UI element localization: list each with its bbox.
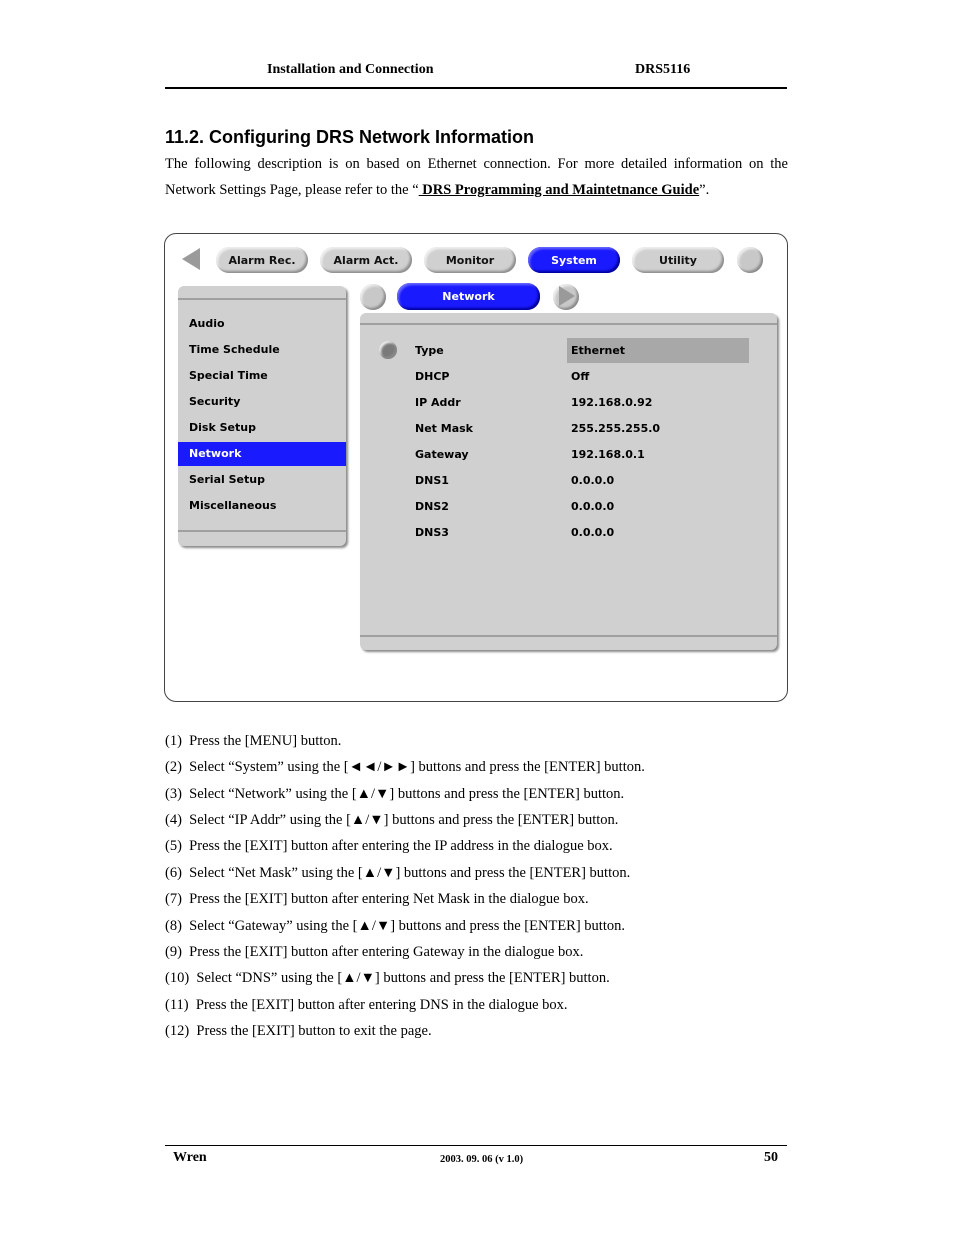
step-text: Press the [EXIT] button after entering DNS in the dialogue box. [195,997,568,1013]
intro-end: ”. [699,182,710,198]
tab-system[interactable]: System [528,247,620,273]
menu-item-time-schedule[interactable]: Time Schedule [189,343,280,356]
step-text: Select “Net Mask” using the [▲/▼] buttons and press the [ENTER] button. [189,865,631,881]
page-number: 50 [764,1150,778,1165]
step-number: (1) [165,733,182,749]
menu-top-rule [178,298,346,300]
menu-item-security[interactable]: Security [189,395,241,408]
menu-panel [178,286,346,546]
step-text: Select “Gateway” using the [▲/▼] buttons and press the [ENTER] button. [189,918,625,934]
footer-date: 2003. 09. 06 (v 1.0) [440,1154,524,1165]
step-text: Press the [EXIT] button after entering the IP address in the dialogue box. [189,838,613,854]
menu-item-network[interactable]: Network [178,442,346,466]
setting-label-netmask: Net Mask [415,422,473,435]
step-number: (8) [165,918,182,934]
step-number: (2) [165,759,182,775]
step-text: Press the [EXIT] button after entering Gateway in the dialogue box. [189,944,584,960]
step-item [165,918,625,935]
footer-rule [165,1145,787,1146]
subtab-network[interactable]: Network [397,283,540,310]
settings-top-rule [360,323,777,325]
menu-bottom-rule [178,530,346,532]
step-number: (4) [165,812,182,828]
setting-label-dns1: DNS1 [415,474,449,487]
setting-value-ip[interactable]: 192.168.0.92 [571,396,653,409]
step-item [165,812,618,829]
setting-value-dns3[interactable]: 0.0.0.0 [571,526,615,539]
step-text: Select “IP Addr” using the [▲/▼] buttons and press the [ENTER] button. [189,812,619,828]
footer-company: Wren [173,1150,207,1165]
step-text: Press the [EXIT] button to exit the page. [196,1023,432,1039]
setting-value-type[interactable]: Ethernet [571,344,626,357]
setting-label-gateway: Gateway [415,448,469,461]
setting-value-dhcp[interactable]: Off [571,370,590,383]
step-text: Select “DNS” using the [▲/▼] buttons and press the [ENTER] button. [196,970,610,986]
guide-link[interactable]: DRS Programming and Maintetnance Guide [418,182,700,198]
step-item [165,1023,432,1040]
prev-arrow-icon[interactable] [182,248,200,270]
intro-line-1: The following description is on based on Ethernet connection. For more detailed information on the [165,156,788,172]
step-number: (3) [165,786,182,802]
header-model: DRS5116 [635,62,691,77]
step-text: Select “Network” using the [▲/▼] buttons and press the [ENTER] button. [189,786,625,802]
tab-alarm-act[interactable]: Alarm Act. [320,247,412,273]
tab-alarm-rec[interactable]: Alarm Rec. [216,247,308,273]
menu-item-special-time[interactable]: Special Time [189,369,268,382]
step-number: (7) [165,891,182,907]
subtab-prev-icon[interactable] [360,284,386,310]
setting-value-netmask[interactable]: 255.255.255.0 [571,422,661,435]
row-cursor-icon [379,341,397,359]
step-item [165,970,610,987]
section-title: 11.2. Configuring DRS Network Information [165,127,535,147]
menu-item-miscellaneous[interactable]: Miscellaneous [189,499,277,512]
tab-utility[interactable]: Utility [632,247,724,273]
step-number: (11) [165,997,189,1013]
setting-value-gateway[interactable]: 192.168.0.1 [571,448,645,461]
step-item [165,838,613,855]
next-circle-icon[interactable] [737,247,763,273]
step-number: (12) [165,1023,190,1039]
step-item [165,997,568,1014]
menu-item-serial-setup[interactable]: Serial Setup [189,473,265,486]
setting-value-dns1[interactable]: 0.0.0.0 [571,474,615,487]
header-title: Installation and Connection [267,62,434,77]
step-item [165,759,645,776]
setting-value-dns2[interactable]: 0.0.0.0 [571,500,615,513]
step-item [165,891,589,908]
step-item [165,786,624,803]
setting-label-dns3: DNS3 [415,526,449,539]
menu-item-disk-setup[interactable]: Disk Setup [189,421,256,434]
step-number: (5) [165,838,182,854]
menu-item-audio[interactable]: Audio [189,317,225,330]
step-text: Press the [EXIT] button after entering Net Mask in the dialogue box. [189,891,589,907]
step-item [165,944,583,961]
intro-text: Network Settings Page, please refer to the “ [165,182,419,198]
step-item [165,733,341,750]
step-number: (9) [165,944,182,960]
steps-list [165,733,785,1043]
header-rule [165,87,787,89]
step-text: Press the [MENU] button. [189,733,342,749]
settings-bottom-rule [360,635,777,637]
setting-label-ip: IP Addr [415,396,461,409]
setting-label-type: Type [415,344,444,357]
step-number: (6) [165,865,182,881]
setting-label-dhcp: DHCP [415,370,450,383]
setting-label-dns2: DNS2 [415,500,449,513]
step-number: (10) [165,970,190,986]
step-text: Select “System” using the [◄◄/►►] buttons and press the [ENTER] button. [189,759,645,775]
tab-monitor[interactable]: Monitor [424,247,516,273]
step-item [165,865,630,882]
subtab-next-arrow-icon [559,286,575,306]
intro-line-2 [165,177,788,203]
